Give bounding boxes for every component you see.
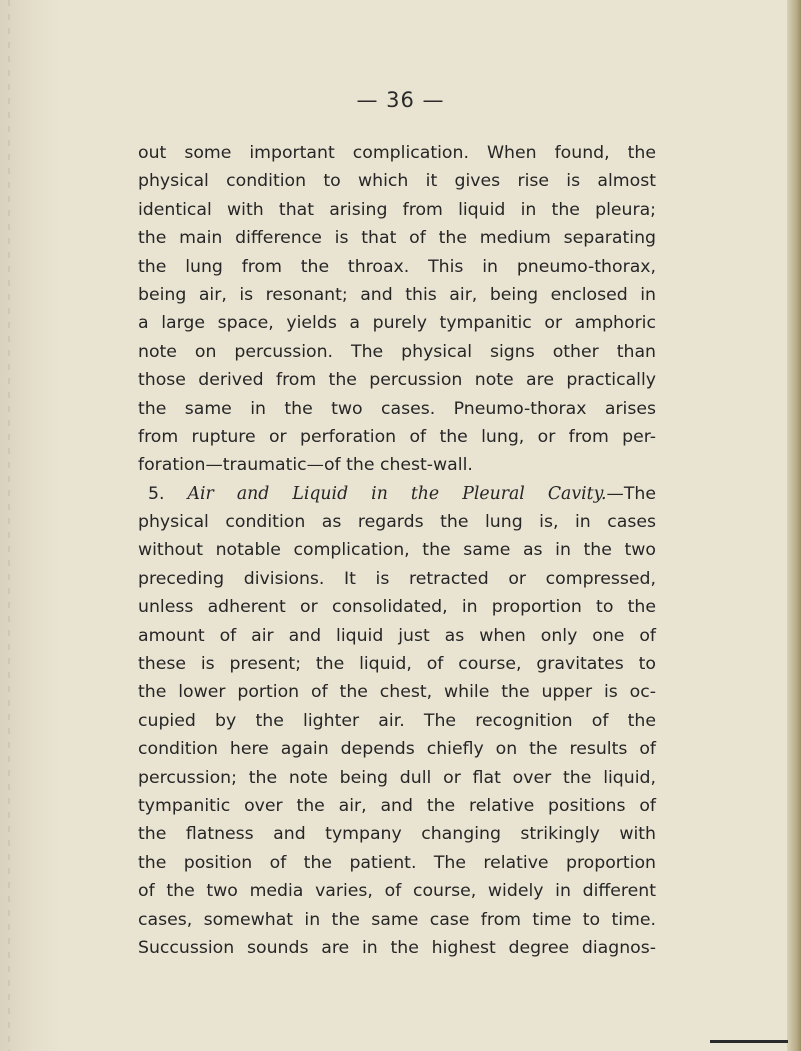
page-gutter-shadow bbox=[0, 0, 60, 1051]
text-line: the position of the patient. The relative proportion bbox=[138, 852, 656, 873]
text-line: the flatness and tympany changing strikingly with bbox=[138, 824, 656, 845]
section-number: 5. bbox=[148, 483, 165, 504]
text-line: unless adherent or consolidated, in proportion to the bbox=[138, 597, 656, 618]
text-line: tympanitic over the air, and the relative positions of bbox=[138, 795, 656, 816]
text-line: from rupture or perforation of the lung, or from per- bbox=[138, 426, 656, 447]
section-heading-rest: —The bbox=[606, 483, 656, 504]
page-corner-mark bbox=[710, 1040, 788, 1043]
text-line: note on percussion. The physical signs other than bbox=[138, 341, 656, 362]
text-line: cupied by the lighter air. The recognition of the bbox=[138, 710, 656, 731]
section-title: Air and Liquid in the Pleural Cavity. bbox=[187, 483, 607, 504]
text-line: the same in the two cases. Pneumo-thorax arises bbox=[138, 398, 656, 419]
text-line: a large space, yields a purely tympanitic or amphoric bbox=[138, 313, 656, 334]
text-line: the main difference is that of the medium separating bbox=[138, 228, 656, 249]
page-edge-shadow bbox=[787, 0, 801, 1051]
text-line: cases, somewhat in the same case from time to time. bbox=[138, 909, 656, 930]
paragraph-2 bbox=[138, 480, 656, 963]
text-line: physical condition as regards the lung is, in cases bbox=[138, 512, 656, 533]
text-line: those derived from the percussion note are practically bbox=[138, 370, 656, 391]
text-line: being air, is resonant; and this air, being enclosed in bbox=[138, 284, 656, 305]
page-number: — 36 — bbox=[356, 88, 445, 112]
text-line: Succussion sounds are in the highest degree diagnos- bbox=[138, 937, 656, 958]
text-line: these is present; the liquid, of course, gravitates to bbox=[138, 654, 656, 675]
paragraph-1 bbox=[138, 139, 656, 480]
text-line: foration—traumatic—of the chest-wall. bbox=[138, 455, 473, 476]
text-line: of the two media varies, of course, widely in different bbox=[138, 881, 656, 902]
text-line: the lower portion of the chest, while the upper is oc- bbox=[138, 682, 656, 703]
text-line: identical with that arising from liquid in the pleura; bbox=[138, 199, 656, 220]
text-line: the lung from the throax. This in pneumo-thorax, bbox=[138, 256, 656, 277]
text-line: condition here again depends chiefly on the results of bbox=[138, 739, 656, 760]
text-line: without notable complication, the same as in the two bbox=[138, 540, 656, 561]
text-line: out some important complication. When found, the bbox=[138, 143, 656, 163]
body-text bbox=[138, 139, 656, 962]
section-heading-line bbox=[138, 480, 656, 508]
text-line: physical condition to which it gives rise is almost bbox=[138, 171, 656, 192]
text-line: amount of air and liquid just as when only one of bbox=[138, 625, 656, 646]
text-line: preceding divisions. It is retracted or compressed, bbox=[138, 568, 656, 589]
text-line: percussion; the note being dull or flat over the liquid, bbox=[138, 767, 656, 788]
